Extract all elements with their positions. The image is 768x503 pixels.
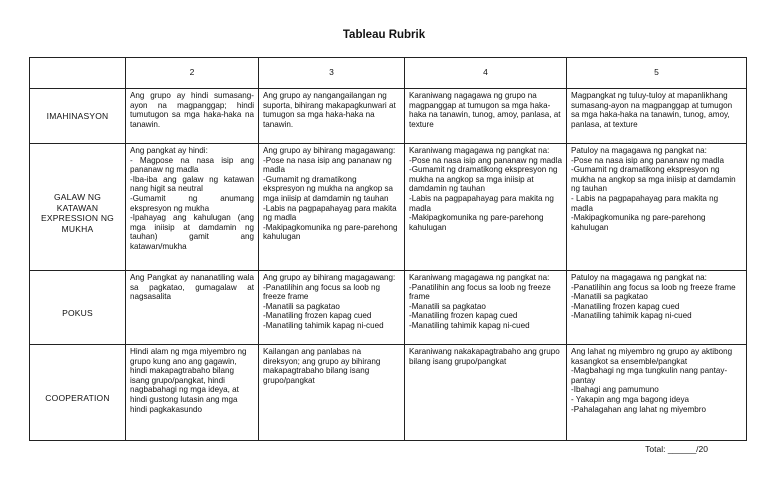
rubric-cell: Ang lahat ng miyembro ng grupo ay aktibong kasangkot sa ensemble/pangkat -Magbahagi ng mga tungkulin nang pantay-pantay -Ibahagi ang pamumuno - Yakapin ang mga bagong ideya -Pahalagahan ang lahat ng miyembro [567, 345, 747, 441]
table-row [30, 89, 747, 144]
rubric-cell: Ang grupo ay nangangailangan ng suporta, bihirang makapagkunwari at tumugon sa mga haka-haka na tanawin. [259, 89, 405, 144]
criterion-pokus: POKUS [30, 271, 126, 345]
header-cell-score-2: 2 [126, 58, 259, 89]
rubric-cell: Patuloy na magagawa ng pangkat na: -Panatilihin ang focus sa loob ng freeze frame -Manatili sa pagkatao -Manatiling frozen kapag cued -Manatiling tahimik kapag ni-cued [567, 271, 747, 345]
rubric-cell: Ang grupo ay bihirang magagawang: -Panatilihin ang focus sa loob ng freeze frame -Manatili sa pagkatao -Manatiling frozen kapag cued -Manatiling tahimik kapag ni-cued [259, 271, 405, 345]
rubric-cell: Ang grupo ay bihirang magagawang: -Pose na nasa isip ang pananaw ng madla -Gumamit ng dramatikong ekspresyon ng mukha na angkop sa mga iniisip at damdamin ng tauhan -Labis na pagpapahayag para makita ng madla -Makipagkomunika ng pare-parehong kahulugan [259, 144, 405, 271]
rubric-cell: Karaniwang magagawa ng pangkat na: -Panatilihin ang focus sa loob ng freeze frame -Manatili sa pagkatao -Manatiling frozen kapag cued -Manatiling tahimik kapag ni-cued [405, 271, 567, 345]
table-row [30, 144, 747, 271]
header-cell-score-5: 5 [567, 58, 747, 89]
rubric-cell: Patuloy na magagawa ng pangkat na: -Pose na nasa isip ang pananaw ng madla -Gumamit ng dramatikong ekspresyon ng mukha na angkop sa mga iniisip at damdamin ng tauhan - Labis na pagpapahayag para makita ng madla -Makipagkomunika ng pare-parehong kahulugan [567, 144, 747, 271]
criterion-cooperation: COOPERATION [30, 345, 126, 441]
rubric-cell: Magpangkat ng tuluy-tuloy at mapanlikhang sumasang-ayon na magpanggap at tumugon sa mga haka-haka na tanawin, tunog, amoy, panlasa, at texture [567, 89, 747, 144]
rubric-cell: Hindi alam ng mga miyembro ng grupo kung ano ang gagawin, hindi makapagtrabaho bilang isang grupo/pangkat, hindi nagbabahagi ng mga ideya, at hindi gustong lutasin ang mga hindi pagkakasundo [126, 345, 259, 441]
rubric-cell: Kailangan ang panlabas na direksyon; ang grupo ay bihirang makapagtrabaho bilang isang grupo/pangkat [259, 345, 405, 441]
rubric-cell: Ang pangkat ay hindi: - Magpose na nasa isip ang pananaw ng madla -Iba-iba ang galaw ng katawan nang higit sa neutral -Gumamit ng anumang ekspresyon ng mukha -Ipahayag ang kahulugan (ang mga iniisip at damdamin ng tauhan) gamit ang katawan/mukha [126, 144, 259, 271]
table-row [30, 345, 747, 441]
total-score: Total: ______/20 [645, 444, 708, 454]
header-cell-score-3: 3 [259, 58, 405, 89]
criterion-galaw-ng-katawan: GALAW NG KATAWAN EXPRESSION NG MUKHA [30, 144, 126, 271]
rubric-cell: Karaniwang magagawa ng pangkat na: -Pose na nasa isip ang pananaw ng madla -Gumamit ng dramatikong ekspresyon ng mukha na angkop sa mga iniisip at damdamin ng tauhan -Labis na pagpapahayag para makita ng madla -Makipagkomunika ng pare-parehong kahulugan [405, 144, 567, 271]
header-cell-score-4: 4 [405, 58, 567, 89]
header-cell-criterion [30, 58, 126, 89]
rubric-cell: Karaniwang nagagawa ng grupo na magpanggap at tumugon sa mga haka-haka na tanawin, tunog, amoy, panlasa, at texture [405, 89, 567, 144]
criterion-imahinasyon: IMAHINASYON [30, 89, 126, 144]
rubric-cell: Karaniwang nakakapagtrabaho ang grupo bilang isang grupo/pangkat [405, 345, 567, 441]
document-title: Tableau Rubrik [342, 29, 426, 41]
rubric-cell: Ang grupo ay hindi sumasang-ayon na magpanggap; hindi tumutugon sa mga haka-haka na tanawin. [126, 89, 259, 144]
rubric-cell: Ang Pangkat ay nananatiling wala sa pagkatao, gumagalaw at nagsasalita [126, 271, 259, 345]
table-row [30, 271, 747, 345]
rubric-table [29, 57, 747, 441]
header-row [30, 58, 747, 89]
